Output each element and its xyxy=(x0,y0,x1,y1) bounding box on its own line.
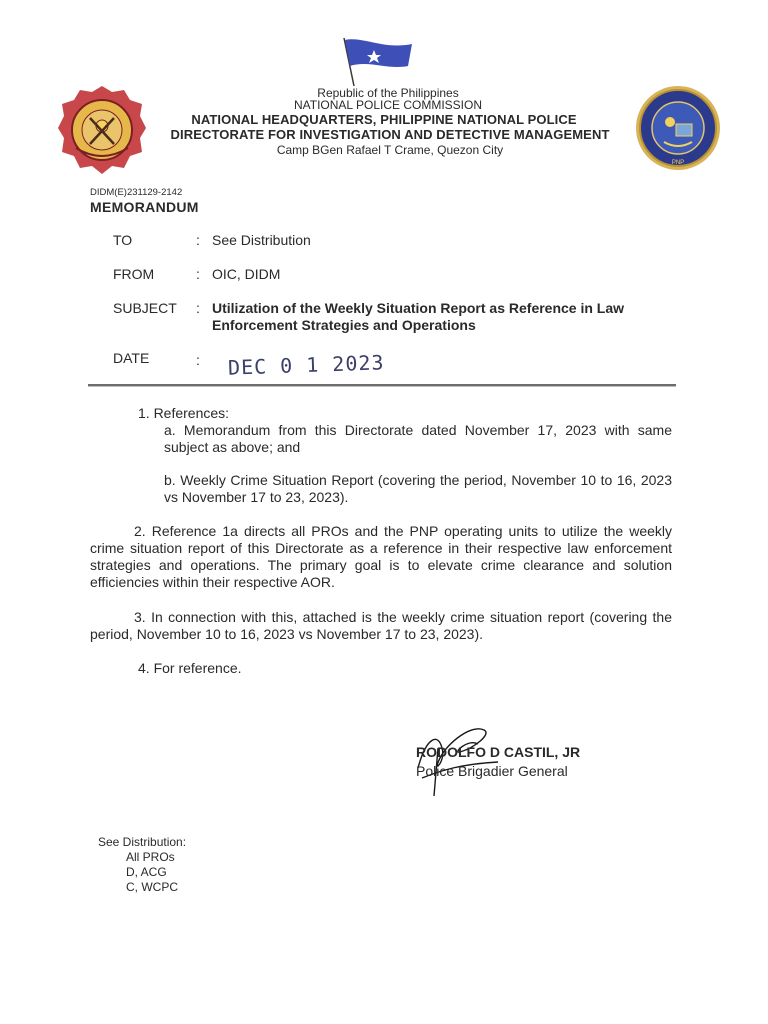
to-colon: : xyxy=(196,232,200,248)
date-label: DATE xyxy=(113,350,150,366)
philippine-flag-icon xyxy=(338,36,418,88)
header-napolcom: NATIONAL POLICE COMMISSION xyxy=(293,98,483,112)
paragraph-3: 3. In connection with this, attached is the weekly crime situation report (covering the period, November 10 to 16, 2023 vs November 17 to 23, 2023). xyxy=(90,609,672,642)
memo-reference-number: DIDM(E)231129-2142 xyxy=(90,187,183,198)
distribution-item: All PROs xyxy=(126,850,175,864)
signatory-name: RODOLFO D CASTIL, JR xyxy=(416,744,581,760)
paragraph-1: 1. References: xyxy=(138,405,230,421)
header-address: Camp BGen Rafael T Crame, Quezon City xyxy=(276,143,504,157)
header-directorate: DIRECTORATE FOR INVESTIGATION AND DETECTIVE MANAGEMENT xyxy=(170,127,610,142)
distribution-item: C, WCPC xyxy=(126,880,178,894)
reference-a: a. Memorandum from this Directorate dated November 17, 2023 with same subject as above; and xyxy=(164,422,672,455)
from-value: OIC, DIDM xyxy=(212,266,281,282)
paragraph-2: 2. Reference 1a directs all PROs and the PNP operating units to utilize the weekly crime situation report of this Directorate as a reference in their respective law enforcement strategies and operations. The primary goal is to elevate crime clearance and solution efficiencies within their respective AOR. xyxy=(90,523,672,590)
subject-value: Utilization of the Weekly Situation Report as Reference in Law Enforcement Strategies and Operations xyxy=(212,300,625,333)
reference-b: b. Weekly Crime Situation Report (covering the period, November 10 to 16, 2023 vs November 17 to 23, 2023). xyxy=(164,472,672,505)
memo-title: MEMORANDUM xyxy=(90,199,199,215)
header-divider xyxy=(88,384,676,387)
from-label: FROM xyxy=(113,266,155,282)
header-nhq: NATIONAL HEADQUARTERS, PHILIPPINE NATIONAL POLICE xyxy=(191,112,577,127)
signatory-rank: Police Brigadier General xyxy=(416,763,568,779)
subject-label: SUBJECT xyxy=(113,300,177,316)
from-colon: : xyxy=(196,266,200,282)
subject-colon: : xyxy=(196,300,200,316)
header-republic: Republic of the Philippines xyxy=(317,86,459,100)
distribution-item: D, ACG xyxy=(126,865,167,879)
date-colon: : xyxy=(196,352,200,368)
seal-pnp-label: PNP xyxy=(671,160,685,166)
paragraph-4: 4. For reference. xyxy=(138,660,242,676)
distribution-heading: See Distribution: xyxy=(98,835,187,849)
distribution-list xyxy=(126,850,178,895)
to-label: TO xyxy=(113,232,133,248)
date-stamp: DEC 0 1 2023 xyxy=(227,350,385,380)
to-value: See Distribution xyxy=(212,232,311,248)
